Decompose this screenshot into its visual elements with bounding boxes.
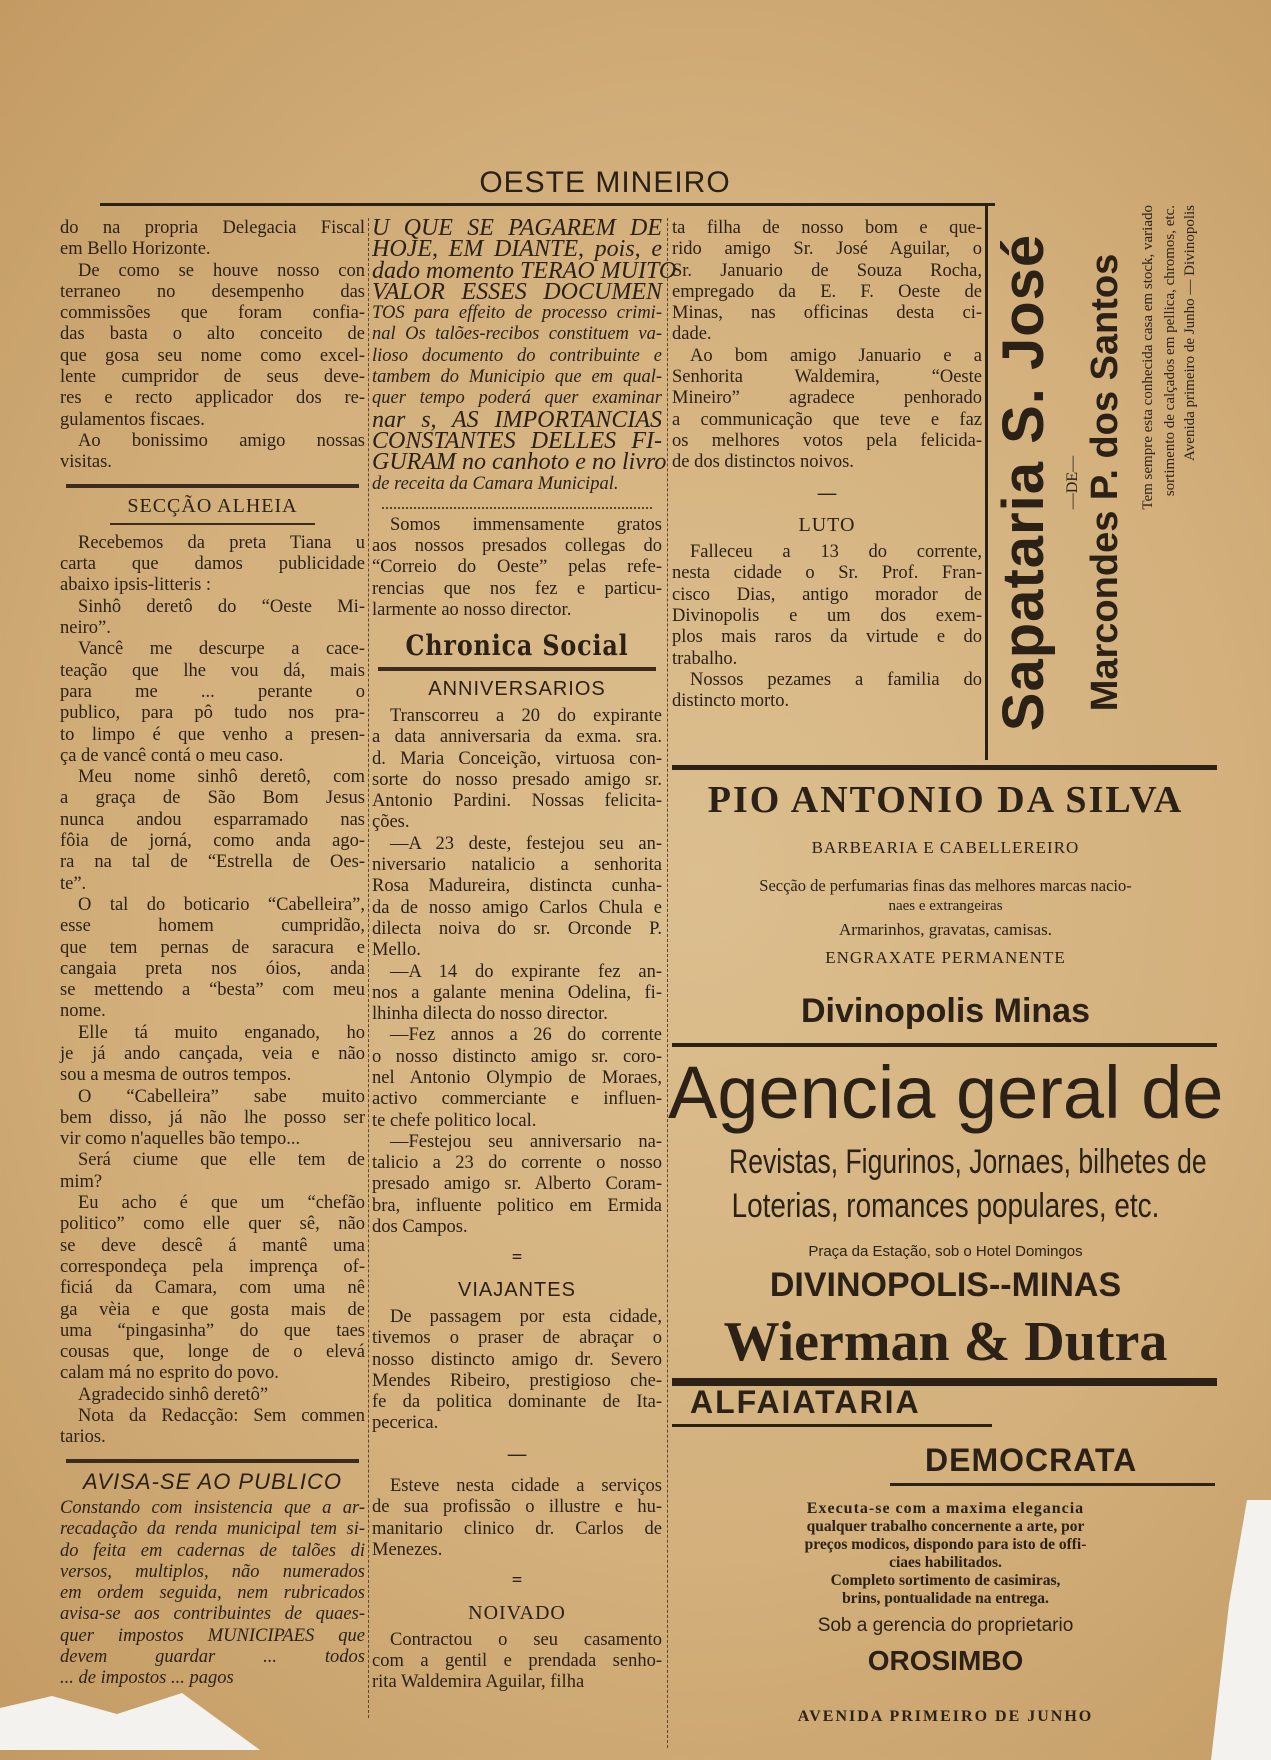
text-line: —Festejou seu anniversario na- — [390, 1131, 662, 1152]
section-heading: VIAJANTES — [458, 1278, 576, 1301]
text-line: Mendes Ribeiro, prestigioso che- — [372, 1370, 662, 1391]
text-line: —A 14 do expirante fez an- — [390, 961, 662, 982]
text-line: a graça de São Bom Jesus — [60, 788, 365, 809]
text-line: quer tempo poderá quer examinar — [372, 388, 662, 409]
text-line: cisco Dias, antigo morador de — [672, 584, 982, 605]
text-line: lente cumpridor de seus deve- — [60, 367, 365, 388]
text-line: abaixo ipsis-litteris : — [60, 575, 212, 596]
text-line: nel Antonio Olympio de Moraes, — [372, 1067, 662, 1088]
text-line: Será ciume que elle tem de — [78, 1150, 365, 1171]
paragraph — [372, 1476, 662, 1561]
text-line: esse homem cumpridão, — [60, 916, 365, 937]
text-line: em ordem seguida, nem rubricados — [60, 1583, 365, 1604]
paragraph — [372, 1025, 662, 1131]
text-line: Mello. — [372, 940, 421, 961]
text-line: rencias que nos fez e particu- — [372, 578, 662, 599]
text-line: nunca andou esparramado nas — [60, 809, 365, 830]
text-line: De como se houve nosso con — [78, 260, 365, 281]
text-line: commissões que foram confia- — [60, 303, 365, 324]
text-line: talicio a 23 do corrente o nosso — [372, 1153, 662, 1174]
text-line: Senhorita Waldemira, “Oeste — [672, 367, 982, 388]
paragraph — [372, 1132, 662, 1238]
section-rule — [110, 523, 315, 525]
text-line: Ao bom amigo Januario e a — [690, 345, 982, 366]
text-line: teação que lhe vou dá, mais — [60, 660, 365, 681]
text-line: nesta cidade o Sr. Prof. Fran- — [672, 563, 982, 584]
text-line: activo commerciante e influen- — [372, 1089, 662, 1110]
text-line: terraneo no desempenho das — [60, 281, 365, 302]
alfaiataria-address: AVENIDA PRIMEIRO DE JUNHO — [797, 1708, 1094, 1725]
text-line: sou a mesma de outros tempos. — [60, 1065, 292, 1086]
text-line: versos, multiplos, não numerados — [60, 1561, 365, 1582]
text-line: ça de vancê contá o meu caso. — [60, 745, 284, 766]
text-line: dado momento TERAO MUITO — [372, 257, 677, 284]
ad-rule — [672, 765, 1217, 770]
pio-subtitle: BARBEARIA E CABELLEREIRO — [811, 838, 1080, 857]
alfaiataria-title: ALFAIATARIA — [690, 1384, 921, 1420]
paragraph — [60, 1385, 365, 1406]
text-line: fe da politica dominante de Ita- — [372, 1392, 662, 1413]
text-line: O tal do boticario “Cabelleira”, — [78, 894, 365, 915]
text-line: CONSTANTES DELLES FI- — [372, 427, 662, 454]
text-line: para me ... perante o — [60, 681, 365, 702]
text-line: neiro”. — [60, 618, 111, 639]
text-line: De passagem por esta cidade, — [390, 1306, 662, 1327]
column-1 — [60, 218, 365, 1690]
text-line: empregado da E. F. Oeste de — [672, 281, 982, 302]
ad-border — [985, 205, 988, 760]
paragraph — [60, 261, 365, 431]
paragraph — [60, 1023, 365, 1087]
text-line: Menezes. — [372, 1539, 443, 1560]
text-line: de sua profissão o illustre e hu- — [372, 1497, 662, 1518]
text-line: —A 23 deste, festejou seu an- — [390, 833, 662, 854]
text-line: nos a galante menina Odelina, fi- — [372, 982, 662, 1003]
text-line: VALOR ESSES DOCUMEN — [372, 278, 662, 305]
text-line: Divinopolis e um dos exem- — [672, 606, 982, 627]
ad-rule — [890, 1483, 1215, 1486]
text-line: te”. — [60, 873, 87, 894]
sapataria-de: —DE— — [1064, 455, 1081, 510]
text-line: Meu nome sinhô deretô, com — [78, 767, 365, 788]
ad-rule — [672, 1043, 1217, 1047]
paragraph — [60, 1406, 365, 1449]
text-line: Nota da Redacção: Sem commen — [78, 1406, 365, 1427]
section-heading: NOIVADO — [468, 1601, 566, 1624]
text-line: pecerica. — [372, 1413, 439, 1434]
text-line: do na propria Delegacia Fiscal — [60, 218, 365, 238]
text-line: ções. — [372, 812, 410, 833]
alfaiataria-line: Completo sortimento de casimiras, — [830, 1572, 1061, 1589]
text-line: Minas, nas officinas desta ci- — [672, 303, 982, 324]
column-separator — [368, 218, 369, 1718]
text-line: a data anniversaria da exma. sra. — [372, 727, 662, 748]
text-line: O “Cabelleira” sabe muito — [78, 1086, 365, 1107]
text-line: com a gentil e prendada senho- — [372, 1651, 662, 1672]
text-line: Ao bonissimo amigo nossas — [78, 430, 365, 451]
alfaiataria-name: DEMOCRATA — [925, 1442, 1138, 1478]
text-line: HOJE, EM DIANTE, pois, e — [372, 236, 662, 263]
text-line: manitario clinico dr. Carlos de — [372, 1518, 662, 1539]
text-line: avisa-se aos contribuintes de quaes- — [60, 1604, 365, 1625]
text-line: da de nosso amigo Carlos Chula e — [372, 897, 662, 918]
text-line: “Correio do Oeste” pelas refe- — [372, 557, 662, 578]
text-line: se mettendo a “besta” com meu — [60, 980, 365, 1001]
alfaiataria-line: preços modicos, dispondo para isto de offi- — [804, 1536, 1087, 1553]
text-line: ... de impostos ... pagos — [60, 1668, 234, 1689]
section-heading: ANNIVERSARIOS — [428, 677, 606, 700]
sapataria-line: Tem sempre esta conhecida casa em stock, variado — [1140, 205, 1156, 510]
text-line: plos mais raros da virtude e do — [672, 627, 982, 648]
text-line: de receita da Camara Municipal. — [372, 473, 619, 494]
text-line: Mineiro” agradece penhorado — [672, 388, 982, 409]
sapataria-address: Avenida primeiro de Junho — Divinopolis — [1182, 205, 1198, 461]
section-heading: AVISA-SE AO PUBLICO — [82, 1468, 343, 1494]
text-line: dade. — [672, 324, 712, 345]
italic-notice — [60, 1498, 365, 1690]
text-line: Rosa Madureira, distincta cunha- — [372, 876, 662, 897]
text-line: recadação da renda municipal tem si- — [60, 1519, 365, 1540]
paragraph — [60, 533, 365, 597]
text-line: que tem pernas de saracura e — [60, 937, 365, 958]
text-line: politico” como elle quer sê, não — [60, 1214, 365, 1235]
sapataria-name: Sapataria S. José — [991, 233, 1056, 732]
paragraph — [672, 346, 982, 474]
paragraph — [60, 1193, 365, 1385]
text-line: se deve descê á mantê uma — [60, 1235, 365, 1256]
text-line: cousas que, longe de o elevá — [60, 1342, 365, 1363]
text-line: publico, para pô tudo nos pra- — [60, 703, 365, 724]
text-line: em Bello Horizonte. — [60, 239, 211, 260]
alfaiataria-line: qualquer trabalho concernente a arte, por — [806, 1518, 1085, 1535]
text-line: Nossos pezames a familia do — [690, 669, 982, 690]
agencia-line: Revistas, Figurinos, Jornaes, bilhetes de — [729, 1143, 1207, 1181]
text-line: dos Campos. — [372, 1217, 468, 1238]
sapataria-ad — [990, 205, 1220, 760]
text-line: cangaia preta nos óios, anda — [60, 958, 365, 979]
separator-mark: = — [511, 1248, 523, 1269]
text-line: Constando com insistencia que a ar- — [60, 1497, 365, 1518]
text-line: —Fez annos a 26 do corrente — [390, 1025, 662, 1046]
paragraph — [60, 639, 365, 767]
text-line: tarios. — [60, 1427, 106, 1448]
text-line: Somos immensamente gratos — [390, 514, 662, 535]
paragraph — [60, 431, 365, 474]
paragraph — [672, 218, 982, 346]
paragraph — [372, 515, 662, 621]
text-line: os melhores votos pela felicida- — [672, 430, 982, 451]
agencia-city: DIVINOPOLIS--MINAS — [769, 1266, 1122, 1304]
text-line: presado amigo sr. Alberto Coram- — [372, 1174, 662, 1195]
text-line: aos nossos presados collegas do — [372, 536, 662, 557]
text-line: lioso documento do contribuinte e — [372, 345, 662, 366]
text-line: tivemos o praser de abraçar o — [372, 1328, 662, 1349]
masthead-rule — [100, 203, 995, 206]
text-line: mim? — [60, 1171, 103, 1192]
text-line: nosso distincto amigo dr. Severo — [372, 1349, 662, 1370]
text-line: Falleceu a 13 do corrente, — [690, 542, 982, 563]
text-line: dilecta noiva do sr. Orconde P. — [372, 918, 662, 939]
paragraph — [372, 1630, 662, 1694]
section-heading: SECÇÃO ALHEIA — [127, 494, 298, 517]
pio-line: ENGRAXATE PERMANENTE — [825, 948, 1066, 967]
pio-line: Armarinhos, gravatas, camisas. — [839, 920, 1052, 939]
text-line: calam má no esprito do povo. — [60, 1363, 279, 1384]
pio-line: Secção de perfumarias finas das melhores marcas nacio- — [759, 876, 1132, 895]
text-line: vir como n'aquelles bão tempo... — [60, 1129, 301, 1150]
text-line: ra na tal de “Estrella de Oes- — [60, 852, 365, 873]
text-line: ficiá da Camara, com uma nê — [60, 1278, 365, 1299]
text-line: ga vèia e que gosta mais de — [60, 1299, 365, 1320]
paragraph — [672, 542, 982, 670]
text-line: bra, influente politico em Ermida — [372, 1195, 662, 1216]
agencia-firm: Wierman & Dutra — [723, 1311, 1168, 1373]
separator-mark: — — [507, 1444, 527, 1465]
text-line: Agradecido sinhô deretô” — [78, 1384, 269, 1405]
text-line: d. Maria Conceição, virtuosa con- — [372, 748, 662, 769]
text-line: Contractou o seu casamento — [390, 1629, 662, 1650]
pio-name: PIO ANTONIO DA SILVA — [707, 779, 1184, 821]
paragraph — [372, 834, 662, 962]
paragraph — [672, 670, 982, 713]
column-3 — [672, 218, 982, 713]
text-line: nar s, AS IMPORTANCIAS — [372, 406, 662, 433]
text-line: trabalho. — [672, 648, 738, 669]
sapataria-owner: Marcondes P. dos Santos — [1084, 253, 1126, 712]
paragraph — [372, 962, 662, 1026]
column-2 — [372, 215, 677, 1694]
alfaiataria-manager: Sob a gerencia do proprietario — [817, 1615, 1074, 1636]
text-line: je já ando cançada, veia e não — [60, 1043, 365, 1064]
alfaiataria-line: brins, pontualidade na entrega. — [842, 1590, 1049, 1607]
text-line: visitas. — [60, 452, 112, 473]
masthead: OESTE MINEIRO — [479, 166, 731, 199]
text-line: ta filha de nosso bom e que- — [672, 218, 982, 238]
text-line: rido amigo Sr. José Aguilar, o — [672, 239, 982, 260]
agencia-address: Praça da Estação, sob o Hotel Domingos — [808, 1243, 1083, 1260]
text-line: tambem do Municipio que em qual- — [372, 367, 662, 388]
text-line: sorte do nosso presado amigo sr. — [372, 769, 662, 790]
text-line: do feita em cadernas de talões di — [60, 1540, 365, 1561]
wavy-rule — [382, 501, 652, 509]
separator-mark: — — [817, 483, 837, 504]
text-line: Vancê me descurpe a cace- — [78, 639, 365, 660]
pio-line: naes e extrangeiras — [888, 898, 1003, 914]
text-line: Sinhô deretô do “Oeste Mi- — [78, 596, 365, 617]
text-line: correspondeça pela imprença of- — [60, 1256, 365, 1277]
alfaiataria-line: Executa-se com a maxima elegancia — [806, 1500, 1085, 1517]
text-line: to limpo é que venho a presen- — [60, 724, 365, 745]
text-line: o nosso distincto amigo sr. coro- — [372, 1046, 662, 1067]
section-heading: Chronica Social — [405, 629, 629, 663]
paragraph — [60, 895, 365, 1023]
text-line: GURAM no canhoto e no livro — [372, 449, 667, 476]
text-line: niversario natalicio a senhorita — [372, 855, 662, 876]
text-line: de dos distinctos noivos. — [672, 452, 854, 473]
text-line: Transcorreu a 20 do expirante — [390, 705, 662, 726]
text-line: devem guardar ... todos — [60, 1647, 365, 1667]
ad-rule — [672, 1424, 992, 1427]
section-rule — [66, 484, 359, 488]
text-line: das basta o alto conceito de — [60, 324, 365, 345]
text-line: U QUE SE PAGAREM DE — [372, 215, 662, 241]
italic-notice — [372, 215, 677, 495]
torn-edge — [0, 1690, 260, 1750]
text-line: bem disso, já não lhe posso ser — [60, 1107, 365, 1128]
text-line: Elle tá muito enganado, ho — [78, 1022, 365, 1043]
text-line: TOS para effeito de processo crimi- — [372, 303, 662, 324]
text-line: te chefe politico local. — [372, 1110, 537, 1131]
text-line: Esteve nesta cidade a serviços — [390, 1476, 662, 1497]
text-line: nal Os talões-recibos constituem va- — [372, 324, 662, 345]
text-line: Sr. Januario de Souza Rocha, — [672, 260, 982, 281]
paragraph — [60, 1087, 365, 1151]
text-line: Antonio Pardini. Nossas felicita- — [372, 791, 662, 812]
paragraph — [60, 218, 365, 261]
pio-city: Divinopolis Minas — [800, 992, 1091, 1030]
text-line: a communicação que teve e faz — [672, 409, 982, 430]
agencia-line: Loterias, romances populares, etc. — [731, 1187, 1160, 1225]
separator-mark: = — [511, 1571, 523, 1592]
agencia-title: Agencia geral de — [668, 1051, 1224, 1134]
section-rule — [378, 667, 656, 671]
sapataria-line: sortimento de calçados em pellica, chromos, etc. — [1162, 205, 1178, 497]
text-line: Recebemos da preta Tiana u — [78, 532, 365, 553]
paragraph — [60, 597, 365, 640]
text-line: uma “pingasinha” do que taes — [60, 1320, 365, 1341]
alfaiataria-owner: OROSIMBO — [867, 1645, 1024, 1676]
text-line: rita Waldemira Aguilar, filha — [372, 1672, 585, 1693]
text-line: larmente ao nosso director. — [372, 600, 572, 621]
text-line: gulamentos fiscaes. — [60, 409, 205, 430]
paragraph — [60, 1150, 365, 1193]
paragraph — [372, 1307, 662, 1435]
paragraph — [60, 767, 365, 895]
text-line: carta que damos publicidade — [60, 554, 365, 575]
section-heading: LUTO — [798, 513, 856, 536]
section-rule — [66, 1459, 359, 1463]
text-line: quer impostos MUNICIPAES que — [60, 1625, 365, 1646]
text-line: distincto morto. — [672, 691, 790, 712]
text-line: nome. — [60, 1001, 106, 1022]
paragraph — [372, 706, 662, 834]
text-line: fôia de jorná, como anda ago- — [60, 831, 365, 852]
text-line: que gosa seu nome como excel- — [60, 345, 365, 366]
alfaiataria-line: ciaes habilitados. — [889, 1554, 1002, 1571]
text-line: Eu acho é que um “chefão — [78, 1193, 365, 1214]
text-line: lhinha dilecta do nosso director. — [372, 1004, 608, 1025]
text-line: res e recto applicador dos re- — [60, 388, 365, 409]
